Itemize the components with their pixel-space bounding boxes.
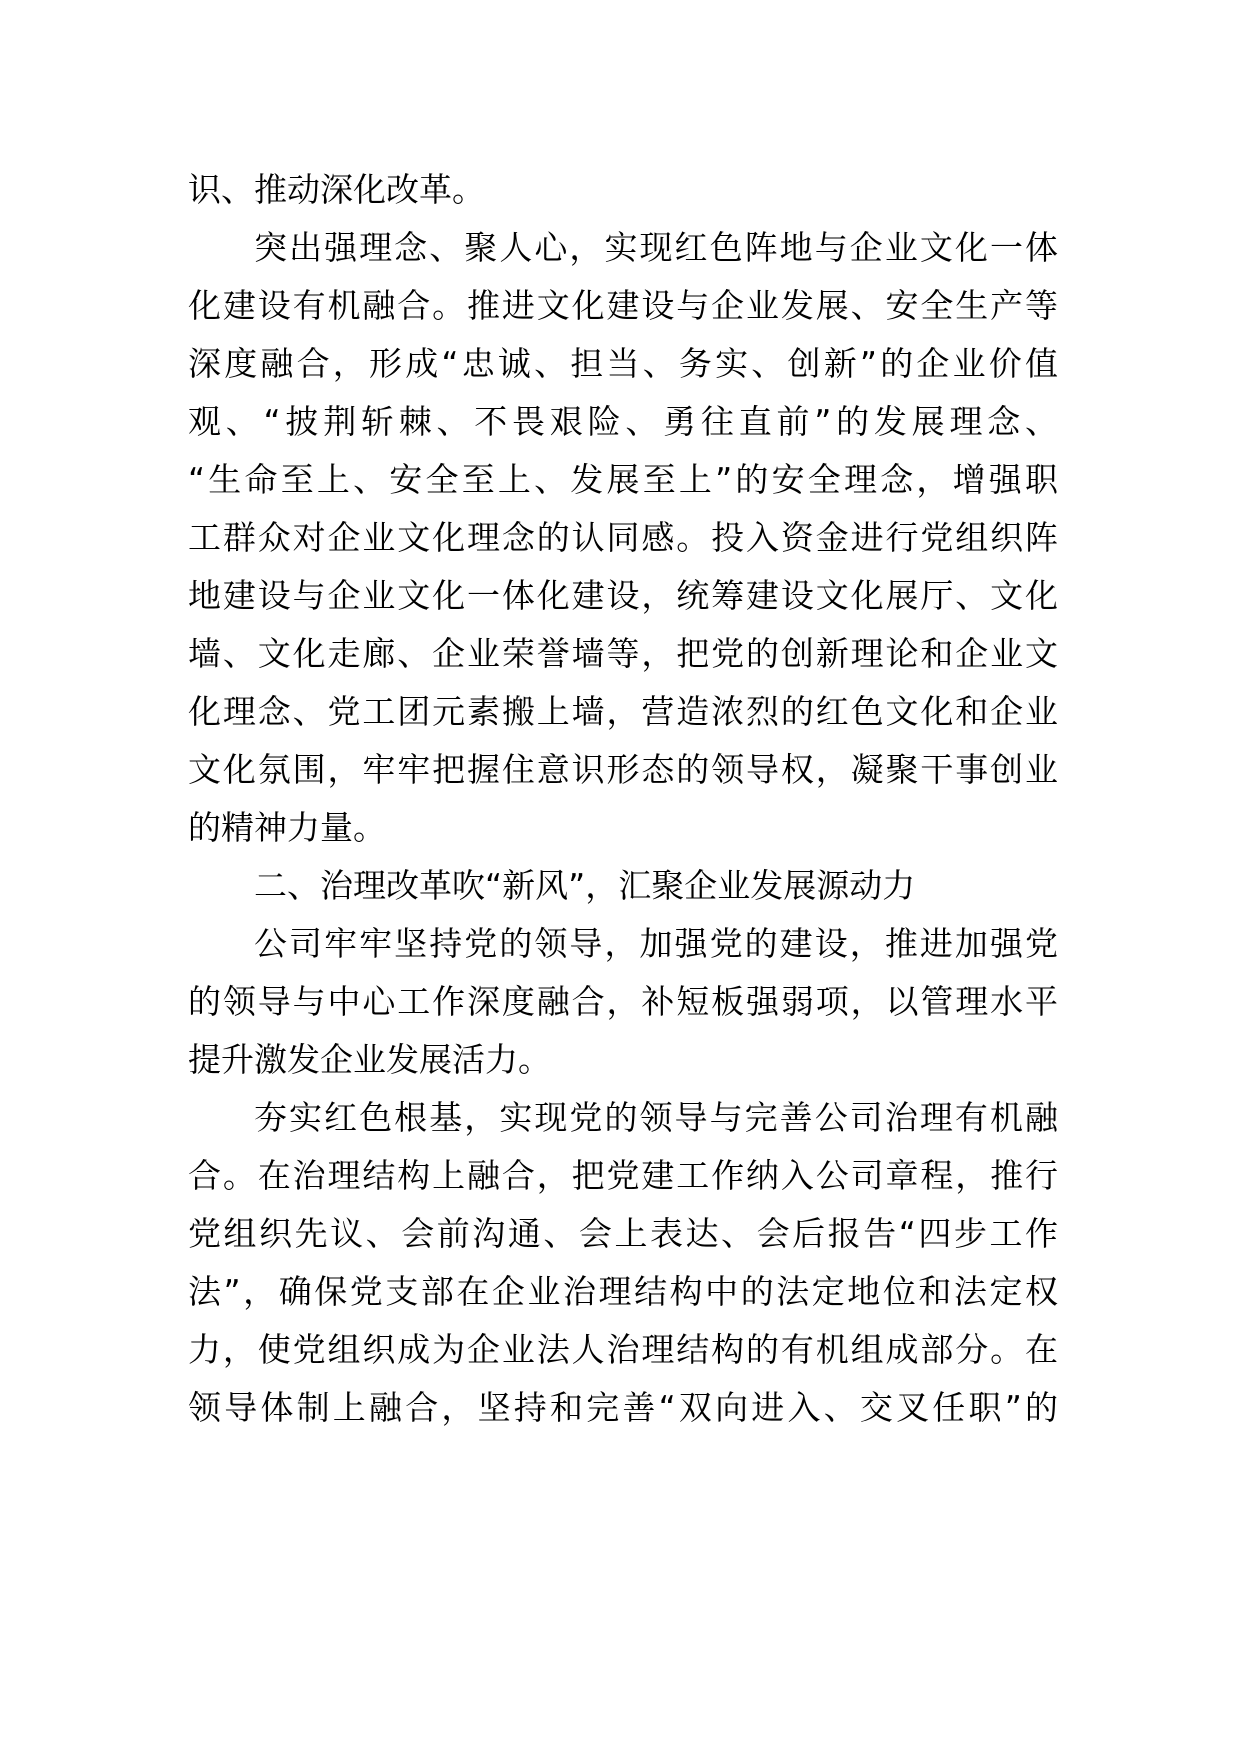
text-line: 党组织先议、会前沟通、会上表达、会后报告“四步工作 — [188, 1214, 1058, 1253]
text-line: 法”，确保党支部在企业治理结构中的法定地位和法定权 — [188, 1272, 1058, 1311]
text-line: 化建设有机融合。推进文化建设与企业发展、安全生产等 — [188, 286, 1058, 325]
text-line: 提升激发企业发展活力。 — [188, 1040, 551, 1079]
text-line: 化理念、党工团元素搬上墙，营造浓烈的红色文化和企业 — [188, 692, 1058, 731]
text-line: 深度融合，形成“忠诚、担当、务实、创新”的企业价值 — [188, 344, 1058, 383]
text-line: 的精神力量。 — [188, 808, 386, 847]
text-line: 突出强理念、聚人心，实现红色阵地与企业文化一体 — [254, 228, 1058, 267]
text-line: 墙、文化走廊、企业荣誉墙等，把党的创新理论和企业文 — [188, 634, 1058, 673]
text-line: 合。在治理结构上融合，把党建工作纳入公司章程，推行 — [188, 1156, 1058, 1195]
text-line: 识、推动深化改革。 — [188, 170, 485, 209]
text-line: 工群众对企业文化理念的认同感。投入资金进行党组织阵 — [188, 518, 1058, 557]
text-line: 夯实红色根基，实现党的领导与完善公司治理有机融 — [254, 1098, 1058, 1137]
text-line: 的领导与中心工作深度融合，补短板强弱项，以管理水平 — [188, 982, 1058, 1021]
text-line: 地建设与企业文化一体化建设，统筹建设文化展厅、文化 — [188, 576, 1058, 615]
section-heading: 二、治理改革吹“新风”，汇聚企业发展源动力 — [254, 866, 916, 905]
text-line: 公司牢牢坚持党的领导，加强党的建设，推进加强党 — [254, 924, 1058, 963]
text-line: “生命至上、安全至上、发展至上”的安全理念，增强职 — [188, 460, 1058, 499]
text-line: 观、“披荆斩棘、不畏艰险、勇往直前”的发展理念、 — [188, 402, 1058, 441]
text-line: 领导体制上融合，坚持和完善“双向进入、交叉任职”的 — [188, 1388, 1058, 1427]
text-line: 文化氛围，牢牢把握住意识形态的领导权，凝聚干事创业 — [188, 750, 1058, 789]
text-line: 力，使党组织成为企业法人治理结构的有机组成部分。在 — [188, 1330, 1058, 1369]
